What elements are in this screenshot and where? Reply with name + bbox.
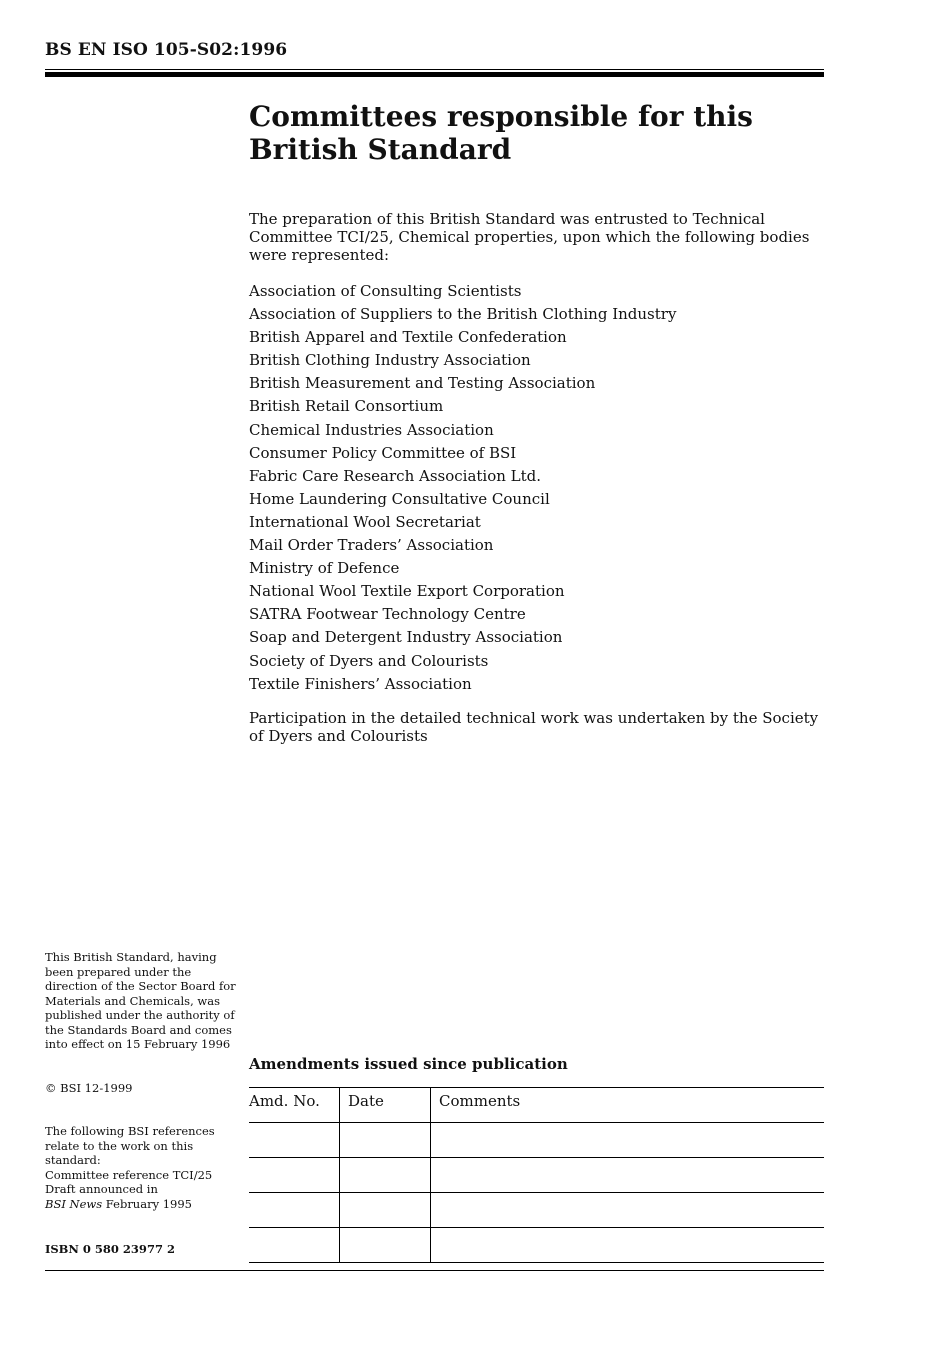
column-header-amd-no <box>249 1088 340 1123</box>
list-item: Society of Dyers and Colourists <box>249 651 489 670</box>
amendments-heading: Amendments issued since publication <box>249 1055 568 1073</box>
intro-paragraph: The preparation of this British Standard was entrusted to Technical Committee TCI/25, Chemical properties, upon which the following bodies were represented: <box>249 210 810 264</box>
list-item: Mail Order Traders’ Association <box>249 536 494 555</box>
title-line-2: British Standard <box>249 133 512 166</box>
amendments-table <box>249 1087 824 1263</box>
table-row <box>249 1228 824 1263</box>
list-item: British Clothing Industry Association <box>249 351 531 370</box>
draft-announced: Draft announced in <box>45 1182 158 1196</box>
list-item: British Measurement and Testing Association <box>249 374 596 393</box>
table-row <box>249 1123 824 1158</box>
table-cell <box>249 1158 340 1193</box>
list-item: Soap and Detergent Industry Association <box>249 628 563 647</box>
page-title <box>249 100 809 166</box>
list-item: Association of Consulting Scientists <box>249 282 522 300</box>
table-cell <box>340 1123 431 1158</box>
table-cell <box>431 1158 825 1193</box>
list-item: Home Laundering Consultative Council <box>249 489 550 508</box>
table-row <box>249 1193 824 1228</box>
table-cell <box>340 1158 431 1193</box>
list-item: Textile Finishers’ Association <box>249 674 472 693</box>
column-label: Amd. No. <box>249 1092 320 1110</box>
bsi-news-title: BSI News <box>45 1196 103 1211</box>
publication-note: This British Standard, having been prepared under the direction of the Sector Board for Materials and Chemicals, was published under the authority of the Standards Board and comes into effect on 15 February 1996 <box>45 950 236 1051</box>
amendments-body <box>249 1123 824 1263</box>
column-header-comments <box>431 1088 825 1123</box>
standard-code: BS EN ISO 105-S02:1996 <box>45 40 288 60</box>
list-item: Fabric Care Research Association Ltd. <box>249 466 542 485</box>
table-cell <box>431 1123 825 1158</box>
table-cell <box>249 1123 340 1158</box>
refs-intro: The following BSI references relate to the work on this standard: <box>45 1124 215 1167</box>
table-row <box>249 1158 824 1193</box>
bsi-news-date: February 1995 <box>102 1196 192 1211</box>
bsi-references <box>45 1124 240 1211</box>
list-item: International Wool Secretariat <box>249 512 481 531</box>
table-cell <box>340 1193 431 1228</box>
list-item: National Wool Textile Export Corporation <box>249 582 565 601</box>
list-item: Chemical Industries Association <box>249 420 494 439</box>
table-cell <box>249 1228 340 1263</box>
committee-reference: Committee reference TCI/25 <box>45 1167 213 1182</box>
amendments-header-row <box>249 1088 824 1123</box>
represented-bodies-list <box>249 280 676 696</box>
table-cell <box>431 1228 825 1263</box>
table-cell <box>249 1193 340 1228</box>
list-item: SATRA Footwear Technology Centre <box>249 605 526 624</box>
column-header-date <box>340 1088 431 1123</box>
table-cell <box>340 1228 431 1263</box>
header-rule-thick <box>45 72 824 77</box>
column-label: Date <box>348 1092 384 1110</box>
footer-rule <box>45 1270 824 1271</box>
list-item: Ministry of Defence <box>249 559 400 578</box>
list-item: British Apparel and Textile Confederation <box>249 328 567 347</box>
list-item: British Retail Consortium <box>249 397 444 416</box>
list-item: Consumer Policy Committee of BSI <box>249 443 517 462</box>
participation-paragraph: Participation in the detailed technical work was undertaken by the Society of Dyers and Colourists <box>249 709 819 745</box>
list-item: Association of Suppliers to the British Clothing Industry <box>249 305 677 324</box>
table-cell <box>431 1193 825 1228</box>
copyright-notice: © BSI 12-1999 <box>45 1081 133 1095</box>
column-label: Comments <box>439 1092 521 1110</box>
isbn: ISBN 0 580 23977 2 <box>45 1242 175 1256</box>
title-line-1: Committees responsible for this <box>249 100 753 133</box>
header-rule-thin <box>45 69 824 70</box>
